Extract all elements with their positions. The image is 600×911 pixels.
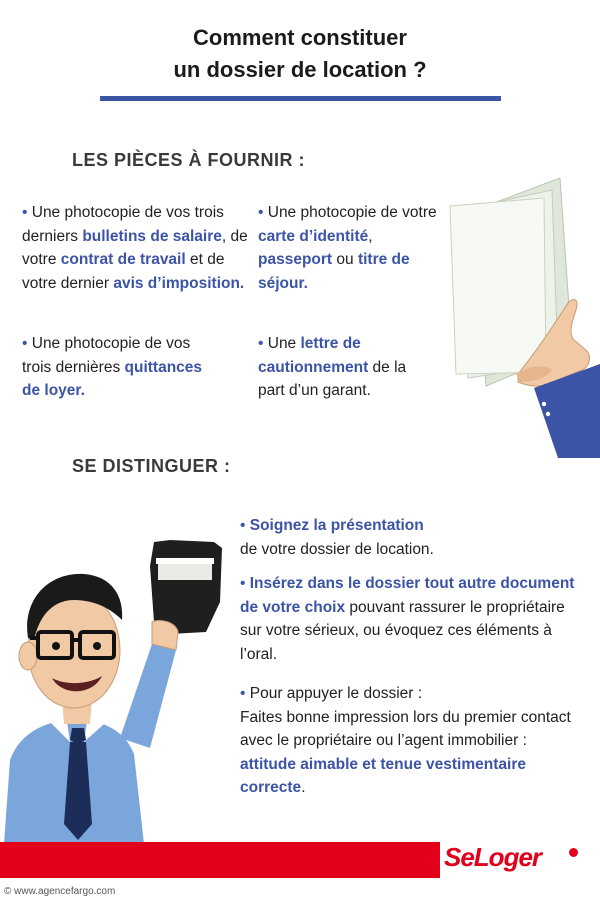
man-holding-folder-icon <box>0 528 240 844</box>
title-line-2: un dossier de location ? <box>173 57 427 82</box>
list-item: • Une lettre de cautionnement de la part d’un garant. <box>258 335 407 399</box>
seloger-logo[interactable]: SeLoger <box>444 842 542 872</box>
title-underline <box>100 96 501 101</box>
page-title <box>0 22 600 86</box>
section-heading-distinguer: SE DISTINGUER : <box>72 456 231 476</box>
list-item: • Pour appuyer le dossier : Faites bonne impression lors du premier contact avec le propriétaire ou l’agent immobilier : attitude aimable et tenue vestimentaire correcte. <box>240 685 571 796</box>
list-item: • Une photocopie de votre carte d’identité, passeport ou titre de séjour. <box>258 204 437 292</box>
title-line-1: Comment constituer <box>193 25 407 50</box>
logo-dot-icon <box>569 848 578 857</box>
credit-text: © www.agencefargo.com <box>4 886 116 897</box>
section-heading-pieces: LES PIÈCES À FOURNIR : <box>72 150 306 170</box>
list-item: • Insérez dans le dossier tout autre document de votre choix pouvant rassurer le propriétaire sur votre sérieux, ou évoquez ces éléments à l’oral. <box>240 575 575 663</box>
list-item: • Une photocopie de vos trois dernières quittances de loyer. <box>22 335 203 399</box>
list-item: • Une photocopie de vos trois derniers bulletins de salaire, de votre contrat de travail et de votre dernier avis d’imposition. <box>22 204 248 292</box>
hand-holding-documents-icon <box>448 178 600 458</box>
list-item: • Soignez la présentation de votre dossier de location. <box>240 517 434 558</box>
